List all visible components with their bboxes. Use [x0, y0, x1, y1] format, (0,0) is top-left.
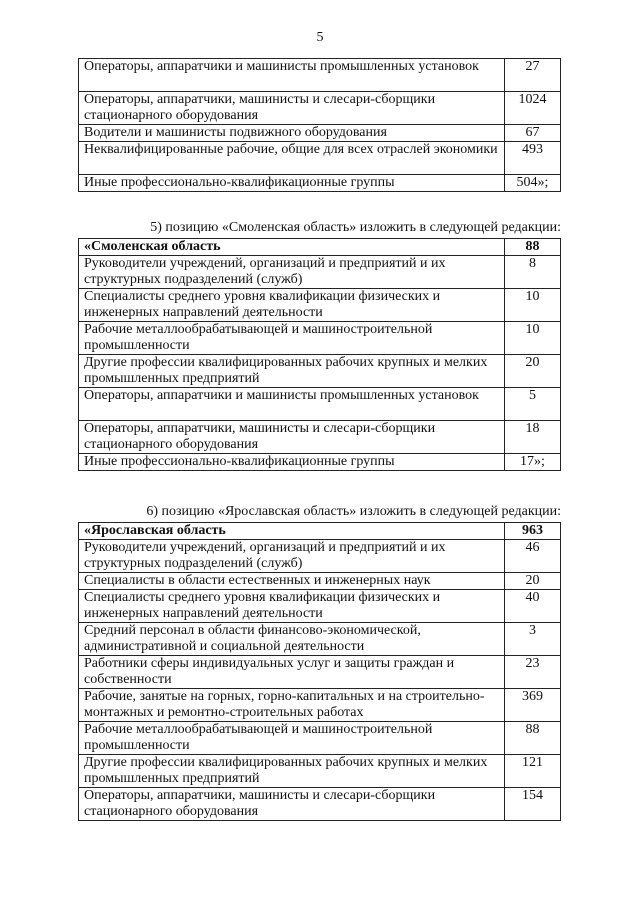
row-value: 493: [505, 142, 561, 175]
row-label: Операторы, аппаратчики, машинисты и слесари-сборщики стационарного оборудования: [79, 421, 505, 454]
table-row: [79, 92, 561, 125]
table-row: [79, 454, 561, 471]
row-value: 20: [505, 573, 561, 590]
row-value: 20: [505, 355, 561, 388]
table-row: [79, 175, 561, 192]
row-label: Другие профессии квалифицированных рабочих крупных и мелких промышленных предприятий: [79, 355, 505, 388]
row-value: 40: [505, 590, 561, 623]
row-label: Специалисты в области естественных и инженерных наук: [79, 573, 505, 590]
row-value: 18: [505, 421, 561, 454]
row-value: 1024: [505, 92, 561, 125]
row-label: Другие профессии квалифицированных рабочих крупных и мелких промышленных предприятий: [79, 755, 505, 788]
region-total: 88: [505, 239, 561, 256]
row-label: Операторы, аппаратчики, машинисты и слесари-сборщики стационарного оборудования: [79, 92, 505, 125]
row-label: Рабочие металлообрабатывающей и машиностроительной промышленности: [79, 322, 505, 355]
table-row: [79, 689, 561, 722]
table-yaroslavl: [78, 522, 561, 821]
row-value: 8: [505, 256, 561, 289]
table-smolensk: [78, 238, 561, 471]
table-row: [79, 289, 561, 322]
table-row: [79, 623, 561, 656]
row-label: Операторы, аппаратчики и машинисты промышленных установок: [79, 59, 505, 92]
table-row: [79, 322, 561, 355]
row-value: 10: [505, 322, 561, 355]
row-label: Операторы, аппаратчики, машинисты и слесари-сборщики стационарного оборудования: [79, 788, 505, 821]
region-title: «Ярославская область: [79, 523, 505, 540]
table-row: [79, 421, 561, 454]
table-row: [79, 573, 561, 590]
row-label: Работники сферы индивидуальных услуг и защиты граждан и собственности: [79, 656, 505, 689]
row-label: Средний персонал в области финансово-экономической, административной и социальной деятельности: [79, 623, 505, 656]
table-row: [79, 388, 561, 421]
row-label: Руководители учреждений, организаций и предприятий и их структурных подразделений (служб): [79, 540, 505, 573]
table-continuation: [78, 58, 561, 192]
table-row: [79, 788, 561, 821]
row-label: Неквалифицированные рабочие, общие для всех отраслей экономики: [79, 142, 505, 175]
table-row: [79, 142, 561, 175]
row-value: 46: [505, 540, 561, 573]
row-label: Специалисты среднего уровня квалификации физических и инженерных направлений деятельности: [79, 590, 505, 623]
row-value: 154: [505, 788, 561, 821]
table-row: [79, 540, 561, 573]
row-value: 23: [505, 656, 561, 689]
row-value: 369: [505, 689, 561, 722]
page-number: 5: [316, 30, 324, 45]
table-row: [79, 755, 561, 788]
row-label: Руководители учреждений, организаций и предприятий и их структурных подразделений (служб): [79, 256, 505, 289]
row-value: 67: [505, 125, 561, 142]
table-row: [79, 590, 561, 623]
row-value: 121: [505, 755, 561, 788]
table-row: [79, 722, 561, 755]
row-label: Иные профессионально-квалификационные группы: [79, 454, 505, 471]
row-label: Рабочие, занятые на горных, горно-капитальных и на строительно-монтажных и ремонтно-строительных работах: [79, 689, 505, 722]
row-value: 5: [505, 388, 561, 421]
row-label: Иные профессионально-квалификационные группы: [79, 175, 505, 192]
row-value: 88: [505, 722, 561, 755]
table-row: [79, 355, 561, 388]
row-value: 3: [505, 623, 561, 656]
region-title: «Смоленская область: [79, 239, 505, 256]
region-total: 963: [505, 523, 561, 540]
section6-intro: 6) позицию «Ярославская область» изложить в следующей редакции:: [146, 504, 561, 519]
row-label: Рабочие металлообрабатывающей и машиностроительной промышленности: [79, 722, 505, 755]
row-label: Водители и машинисты подвижного оборудования: [79, 125, 505, 142]
table-heading-row: [79, 523, 561, 540]
table-heading-row: [79, 239, 561, 256]
row-value: 27: [505, 59, 561, 92]
table-row: [79, 256, 561, 289]
table-row: [79, 125, 561, 142]
table-row: [79, 656, 561, 689]
row-value: 17»;: [505, 454, 561, 471]
row-value: 10: [505, 289, 561, 322]
row-value: 504»;: [505, 175, 561, 192]
row-label: Специалисты среднего уровня квалификации физических и инженерных направлений деятельности: [79, 289, 505, 322]
table-row: [79, 59, 561, 92]
row-label: Операторы, аппаратчики и машинисты промышленных установок: [79, 388, 505, 421]
section5-intro: 5) позицию «Смоленская область» изложить в следующей редакции:: [150, 220, 561, 235]
